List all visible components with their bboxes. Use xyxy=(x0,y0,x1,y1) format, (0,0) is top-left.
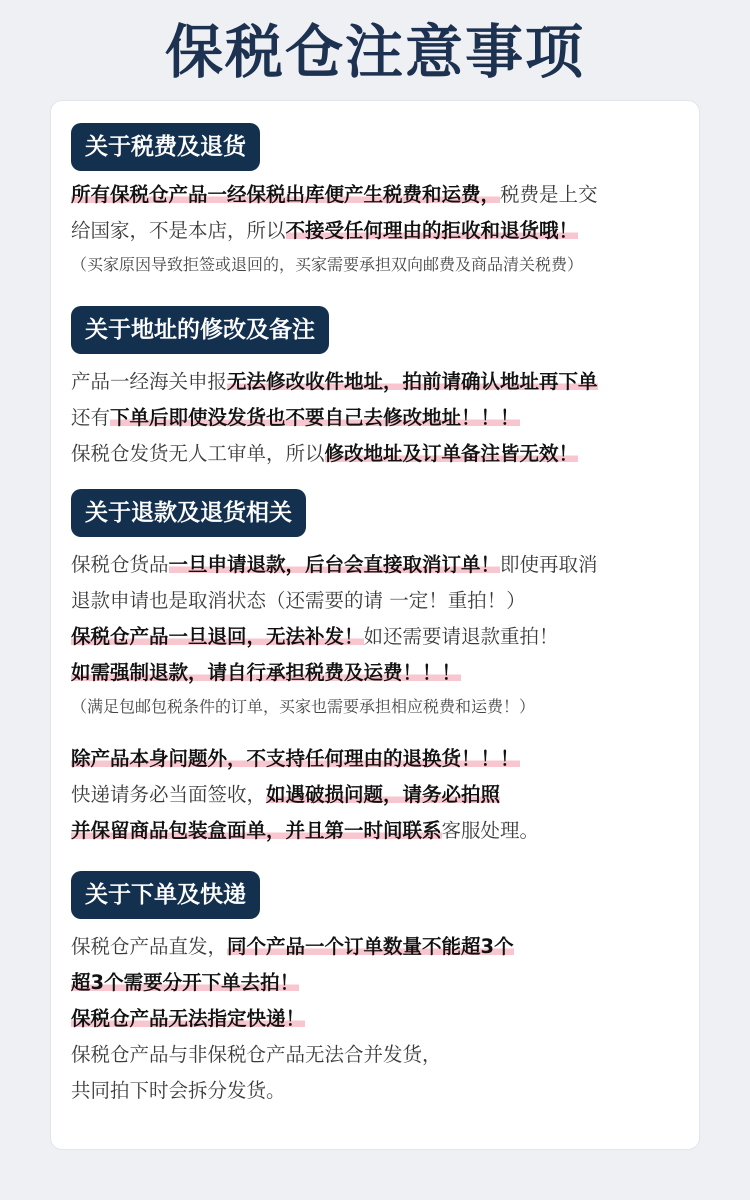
section-refund xyxy=(71,489,679,849)
page-title: 保税仓注意事项 xyxy=(164,18,585,86)
text-line xyxy=(71,741,679,777)
highlight-text: 保税仓产品无法指定快递！ xyxy=(71,1007,306,1030)
highlight-text: 如需强制退款，请自行承担税费及运费！！！ xyxy=(71,661,462,684)
highlight-text: 所有保税仓产品一经保税出库便产生税费和运费， xyxy=(71,183,501,206)
text-line xyxy=(71,1001,679,1037)
text-line xyxy=(71,400,679,436)
plain-text: 快递请务必当面签收， xyxy=(71,783,267,806)
text-line xyxy=(71,965,679,1001)
plain-text: 保税仓产品直发， xyxy=(71,935,228,958)
highlight-text: 不接受任何理由的拒收和退货哦！ xyxy=(285,219,579,242)
section-tax-return xyxy=(71,123,679,281)
text-line xyxy=(71,213,679,249)
text-line xyxy=(71,177,679,213)
text-line: 共同拍下时会拆分发货。 xyxy=(71,1079,286,1102)
text-line xyxy=(71,547,679,583)
notice-card xyxy=(50,100,700,1150)
plain-text: 产品一经海关申报 xyxy=(71,370,228,393)
section-tag: 关于地址的修改及备注 xyxy=(71,306,329,354)
plain-text: 如还需要请退款重拍！ xyxy=(363,625,559,648)
section-tag: 关于税费及退货 xyxy=(71,123,260,171)
plain-text: 税费是上交 xyxy=(500,183,598,206)
highlight-text: 修改地址及订单备注皆无效！ xyxy=(324,442,579,465)
highlight-text: 保税仓产品一旦退回，无法补发！ xyxy=(71,625,364,648)
plain-text: 还有 xyxy=(71,406,111,429)
highlight-text: 一旦申请退款，后台会直接取消订单！ xyxy=(168,553,501,576)
text-line: 保税仓产品与非保税仓产品无法合并发货， xyxy=(71,1043,442,1066)
plain-text: 保税仓货品 xyxy=(71,553,169,576)
text-line: 退款申请也是取消状态（还需要的请 一定！重拍！） xyxy=(71,589,526,612)
text-line xyxy=(71,777,679,813)
plain-text: 给国家，不是本店，所以 xyxy=(71,219,286,242)
text-line xyxy=(71,364,679,400)
plain-text: 客服处理。 xyxy=(441,819,540,842)
plain-text: 即使再取消 xyxy=(500,553,598,576)
note-text: （满足包邮包税条件的订单，买家也需要承担相应税费和运费！） xyxy=(71,697,536,716)
text-line xyxy=(71,813,679,849)
text-line xyxy=(71,436,679,472)
highlight-text: 下单后即使没发货也不要自己去修改地址！！！ xyxy=(110,406,520,429)
section-tag: 关于退款及退货相关 xyxy=(71,489,306,537)
highlight-text: 同个产品一个订单数量不能超3个 xyxy=(227,935,514,958)
section-address xyxy=(71,306,679,472)
section-order-shipping xyxy=(71,871,679,1109)
text-line xyxy=(71,619,679,655)
highlight-text: 并保留商品包装盒面单，并且第一时间联系 xyxy=(71,819,442,842)
text-line xyxy=(71,655,679,691)
plain-text: 保税仓发货无人工审单，所以 xyxy=(71,442,325,465)
text-line xyxy=(71,929,679,965)
highlight-text: 超3个需要分开下单去拍！ xyxy=(71,971,300,994)
highlight-text: 如遇破损问题，请务必拍照 xyxy=(266,783,501,806)
highlight-text: 除产品本身问题外，不支持任何理由的退换货！！！ xyxy=(71,747,520,770)
note-text: （买家原因导致拒签或退回的，买家需要承担双向邮费及商品清关税费） xyxy=(71,255,584,274)
section-tag: 关于下单及快递 xyxy=(71,871,260,919)
highlight-text: 无法修改收件地址，拍前请确认地址再下单 xyxy=(227,370,598,393)
